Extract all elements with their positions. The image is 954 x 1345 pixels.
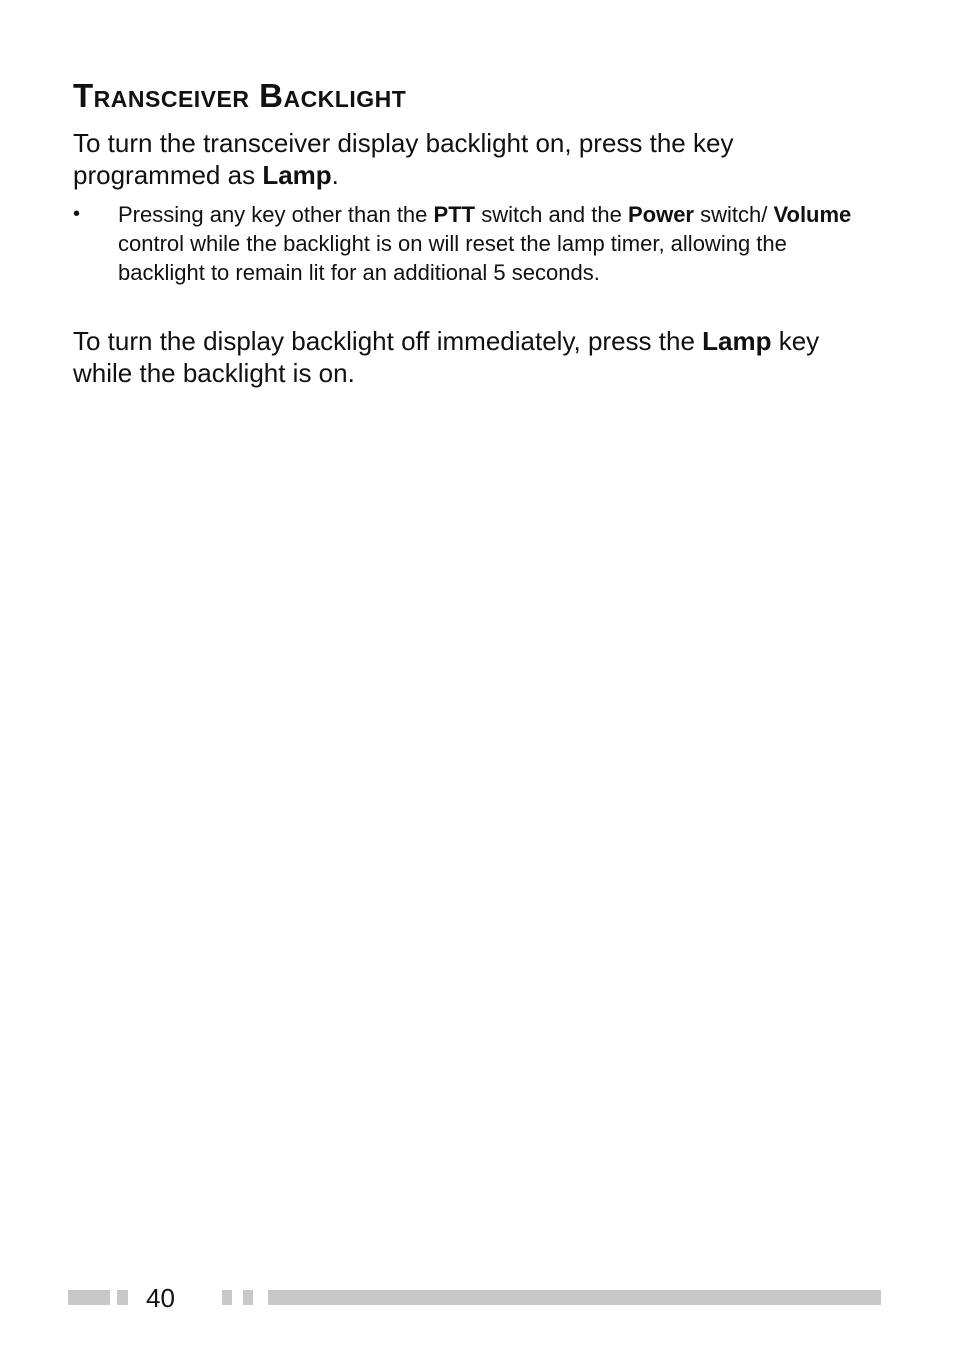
section-title: Transceiver Backlight <box>73 77 407 114</box>
page-number: 40 <box>146 1283 175 1313</box>
note-text-3: switch/ <box>694 202 774 227</box>
note-text-4: control while the backlight is on will reset the lamp timer, allowing the backlight to remain lit for an additional 5 seconds. <box>118 231 787 285</box>
note-item <box>118 200 858 287</box>
off-text-2: key while the backlight is on. <box>73 326 820 388</box>
intro-period: . <box>331 160 339 190</box>
note-text-1: Pressing any key other than the <box>118 202 434 227</box>
footer-bar-decoration <box>268 1290 881 1305</box>
lamp-key-label: Lamp <box>262 160 332 190</box>
page-footer <box>0 1280 954 1320</box>
section-heading <box>73 76 406 116</box>
ptt-label: PTT <box>433 202 476 227</box>
power-label: Power <box>627 202 694 227</box>
footer-bar-decoration <box>68 1290 110 1305</box>
intro-paragraph <box>73 127 873 191</box>
footer-bar-decoration <box>243 1290 253 1305</box>
footer-bar-decoration <box>117 1290 128 1305</box>
footer-bar-decoration <box>222 1290 232 1305</box>
off-text-1: To turn the display backlight off immediately, press the <box>73 326 703 356</box>
off-paragraph <box>73 325 873 389</box>
volume-label: Volume <box>773 202 852 227</box>
intro-text: To turn the transceiver display backlight on, press the key programmed as <box>73 128 734 190</box>
note-list <box>73 200 873 287</box>
lamp-key-label-2: Lamp <box>702 326 772 356</box>
note-text-2: switch and the <box>475 202 628 227</box>
bullet-icon: • <box>73 203 81 225</box>
